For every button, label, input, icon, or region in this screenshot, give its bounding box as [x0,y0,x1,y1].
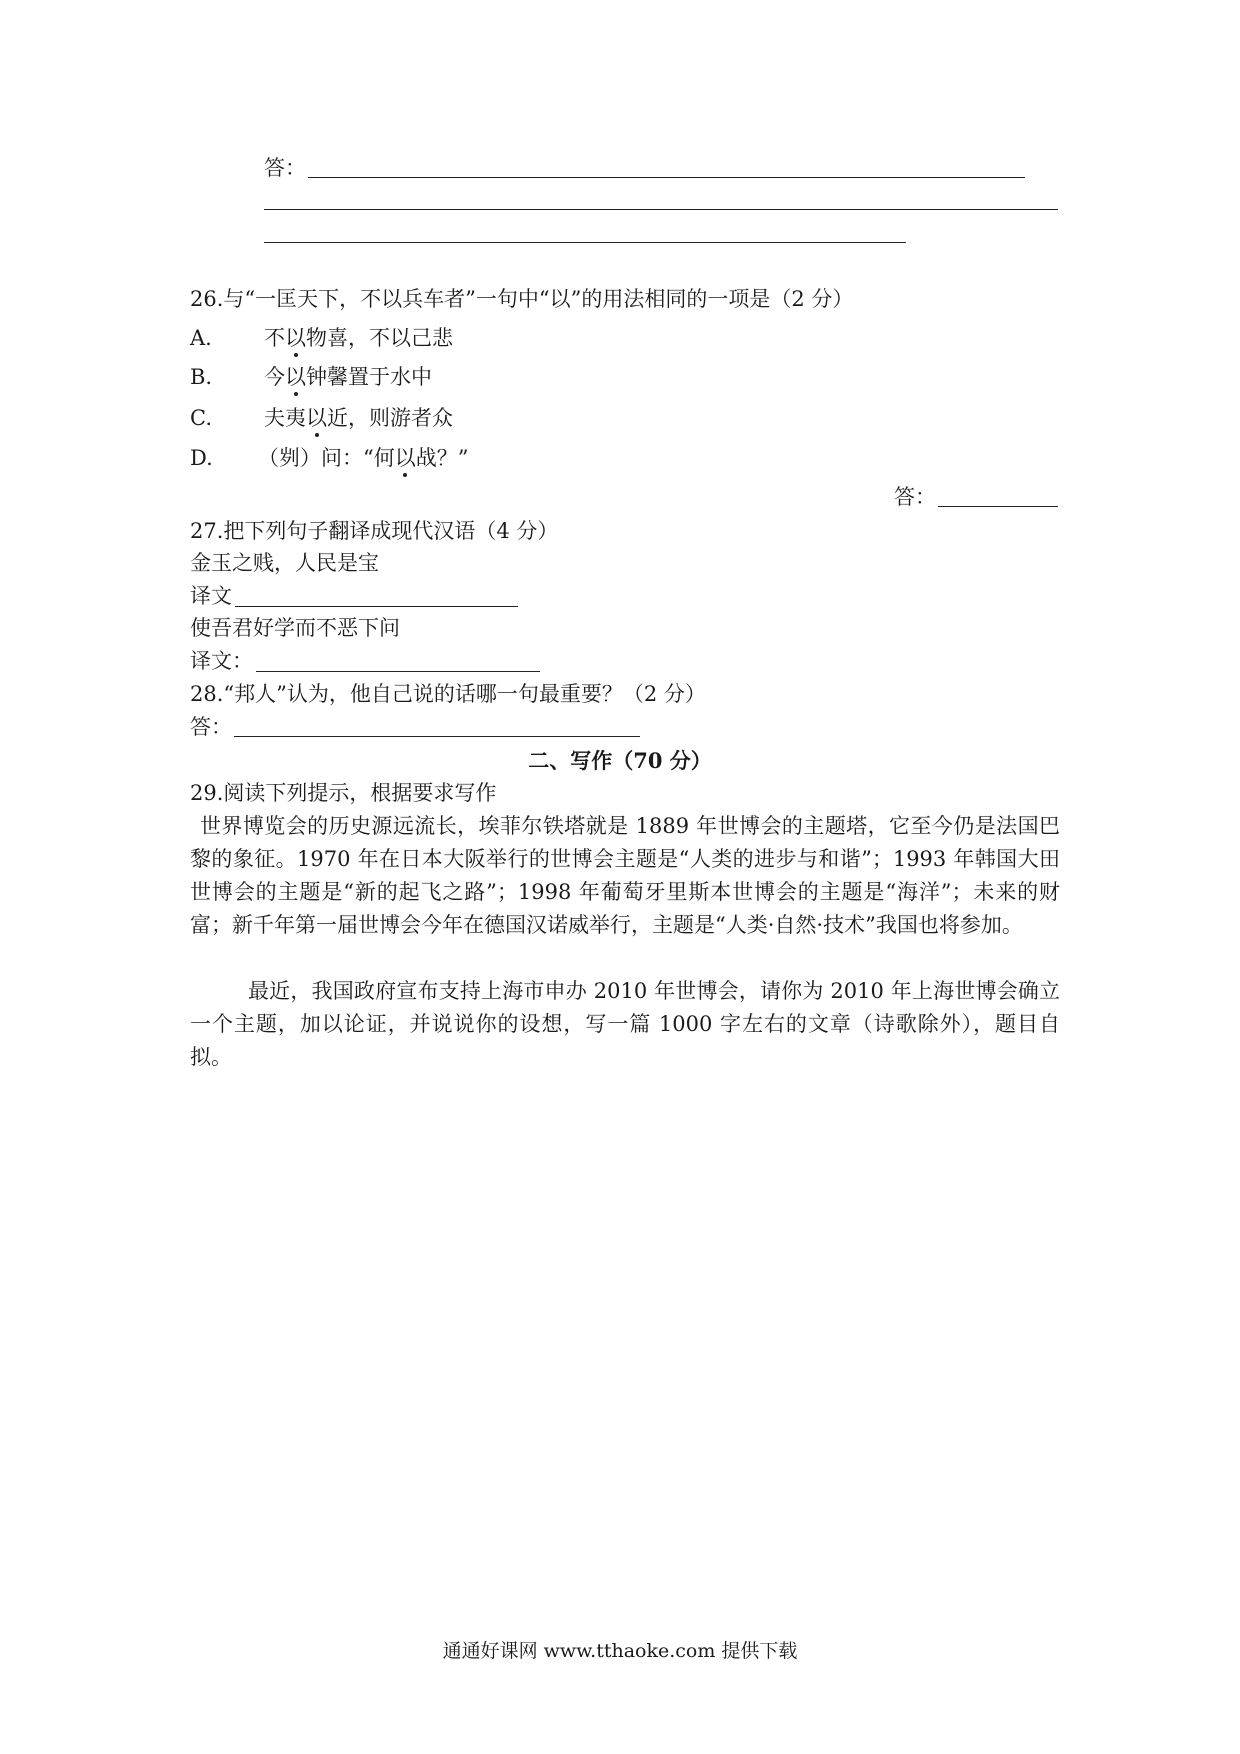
q27-stem: 27.把下列句子翻译成现代汉语（4 分） [190,519,559,543]
q26-answer-line[interactable] [938,506,1058,507]
q26-stem: 26.与“一匡天下，不以兵车者”一句中“以”的用法相同的一项是（2 分） [190,287,854,311]
q26-option-d-letter: D. [190,446,213,470]
q29-paragraph-1: 世界博览会的历史源远流长，埃菲尔铁塔就是 1889 年世博会的主题塔，它至今仍是法国巴黎的象征。1970 年在日本大阪举行的世博会主题是“人类的进步与和谐”；1993 年韩国大田世博会的主题是“新的起飞之路”；1998 年葡萄牙里斯本世博会的主题是“海洋”；未来的财富；新千年第一届世博会今年在德国汉诺威举行，主题是“人类·自然·技术”我国也将参加。 [190,814,1060,937]
emphasis-dot-mark: 以 [306,406,327,430]
q27-translation-line-2[interactable] [256,671,540,672]
q27-translation-label-2: 译文： [190,649,253,673]
q26-option-c-text: 夫夷以近，则游者众 [264,406,453,430]
section-2-title: 二、写作（70 分） [528,748,712,773]
q26-option-a-letter: A. [190,326,212,350]
q27-sentence-1: 金玉之贱，人民是宝 [190,551,379,575]
emphasis-dot-mark: 以 [394,446,416,470]
q28-answer-label: 答： [190,715,232,739]
q26-option-b-letter: B. [190,365,213,389]
q27-translation-label-1: 译文 [190,584,232,608]
q26-option-c-letter: C. [190,406,212,430]
answer-line-2[interactable] [264,209,1058,210]
answer-label-top: 答： [264,156,306,180]
emphasis-dot-mark: 以 [285,365,306,389]
answer-line-3[interactable] [264,242,906,243]
q29-paragraph-2: 最近，我国政府宣布支持上海市申办 2010 年世博会，请你为 2010 年上海世博会确立一个主题，加以论证，并说说你的设想，写一篇 1000 字左右的文章（诗歌除外），题目自拟。 [190,979,1060,1069]
q26-answer-label: 答： [894,485,936,509]
footer-download-note: 通通好课网 www.tthaoke.com 提供下载 [442,1640,798,1662]
q26-option-a-text: 不以物喜，不以己悲 [264,326,453,350]
q28-answer-line[interactable] [234,736,640,737]
q26-option-d-text: （刿）问：“何以战？” [258,446,469,470]
q28-stem: 28.“邦人”认为，他自己说的话哪一句最重要？（2 分） [190,682,706,706]
q26-option-b-text: 今以钟馨置于水中 [264,365,432,389]
q27-sentence-2: 使吾君好学而不恶下问 [190,616,400,640]
emphasis-dot-mark: 以 [285,326,306,350]
answer-line-1[interactable] [308,177,1025,178]
q29-stem: 29.阅读下列提示，根据要求写作 [190,781,497,805]
q27-translation-line-1[interactable] [235,606,518,607]
